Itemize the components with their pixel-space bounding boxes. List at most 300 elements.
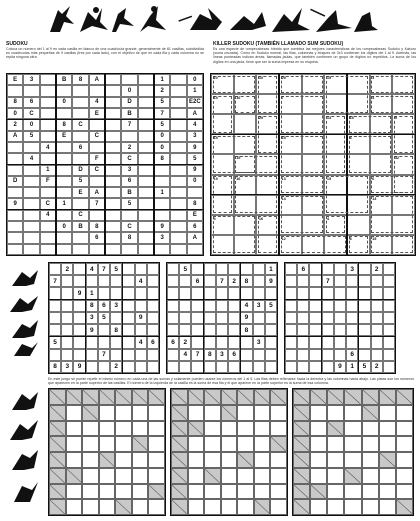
grid-cell[interactable]: 7	[191, 349, 203, 361]
grid-cell[interactable]	[334, 287, 346, 299]
grid-cell[interactable]	[73, 263, 85, 275]
kakuro-entry-cell[interactable]	[82, 484, 99, 500]
grid-cell[interactable]: 1	[86, 287, 98, 299]
grid-cell[interactable]	[110, 312, 122, 324]
grid-cell[interactable]: 5	[358, 361, 370, 373]
grid-cell[interactable]	[167, 312, 179, 324]
grid-cell[interactable]	[86, 275, 98, 287]
grid-cell[interactable]: F	[40, 176, 56, 187]
grid-cell[interactable]	[138, 165, 154, 176]
grid-cell[interactable]	[240, 263, 252, 275]
grid-cell[interactable]	[61, 336, 73, 348]
grid-cell[interactable]	[135, 263, 147, 275]
grid-cell[interactable]: 3	[346, 263, 358, 275]
grid-cell[interactable]	[309, 336, 321, 348]
grid-cell[interactable]	[7, 142, 23, 153]
kakuro-entry-cell[interactable]	[310, 468, 327, 484]
grid-cell[interactable]	[105, 221, 121, 232]
kakuro-entry-cell[interactable]	[396, 484, 413, 500]
grid-cell[interactable]	[167, 287, 179, 299]
grid-cell[interactable]	[105, 176, 121, 187]
grid-cell[interactable]	[216, 300, 228, 312]
grid-cell[interactable]	[23, 221, 39, 232]
grid-cell[interactable]: 6	[191, 275, 203, 287]
grid-cell[interactable]: 5	[23, 131, 39, 142]
grid-cell[interactable]	[253, 361, 265, 373]
grid-cell[interactable]	[322, 336, 334, 348]
grid-cell[interactable]	[105, 210, 121, 221]
kakuro-entry-cell[interactable]	[344, 436, 361, 452]
grid-cell[interactable]	[297, 349, 309, 361]
grid-cell[interactable]	[204, 336, 216, 348]
grid-cell[interactable]: 7	[49, 275, 61, 287]
kakuro-entry-cell[interactable]	[99, 405, 116, 421]
grid-cell[interactable]: 5	[265, 300, 277, 312]
grid-cell[interactable]	[40, 221, 56, 232]
grid-cell[interactable]	[23, 187, 39, 198]
grid-cell[interactable]: 1	[56, 198, 72, 209]
grid-cell[interactable]	[23, 210, 39, 221]
kakuro-entry-cell[interactable]	[362, 499, 379, 515]
grid-cell[interactable]	[204, 361, 216, 373]
kakuro-entry-cell[interactable]	[115, 421, 132, 437]
grid-cell[interactable]	[346, 336, 358, 348]
kakuro-entry-cell[interactable]	[344, 421, 361, 437]
kakuro-entry-cell[interactable]	[148, 405, 165, 421]
grid-cell[interactable]	[265, 349, 277, 361]
grid-cell[interactable]	[383, 349, 395, 361]
grid-cell[interactable]	[358, 263, 370, 275]
grid-cell[interactable]	[72, 232, 88, 243]
kakuro-entry-cell[interactable]	[66, 405, 83, 421]
grid-cell[interactable]	[383, 324, 395, 336]
grid-cell[interactable]: 5	[187, 153, 203, 164]
grid-cell[interactable]	[138, 142, 154, 153]
grid-cell[interactable]	[138, 85, 154, 96]
grid-cell[interactable]: 8	[7, 97, 23, 108]
grid-cell[interactable]	[7, 244, 23, 255]
grid-cell[interactable]	[89, 119, 105, 130]
grid-cell[interactable]	[170, 210, 186, 221]
grid-cell[interactable]	[334, 275, 346, 287]
grid-cell[interactable]: 1	[40, 165, 56, 176]
grid-cell[interactable]	[147, 312, 159, 324]
grid-cell[interactable]: F	[89, 153, 105, 164]
grid-cell[interactable]	[334, 349, 346, 361]
kakuro-entry-cell[interactable]	[115, 436, 132, 452]
grid-cell[interactable]: 7	[216, 275, 228, 287]
grid-cell[interactable]: A	[187, 108, 203, 119]
grid-cell[interactable]	[89, 244, 105, 255]
grid-cell[interactable]	[346, 312, 358, 324]
grid-cell[interactable]	[253, 324, 265, 336]
grid-cell[interactable]	[135, 300, 147, 312]
grid-cell[interactable]: 4	[240, 300, 252, 312]
grid-cell[interactable]	[240, 287, 252, 299]
kakuro-entry-cell[interactable]	[310, 436, 327, 452]
grid-cell[interactable]	[121, 74, 137, 85]
grid-cell[interactable]: 9	[240, 312, 252, 324]
grid-cell[interactable]	[61, 349, 73, 361]
grid-cell[interactable]	[371, 300, 383, 312]
grid-cell[interactable]	[322, 287, 334, 299]
grid-cell[interactable]: 5	[49, 336, 61, 348]
grid-cell[interactable]: C	[72, 119, 88, 130]
grid-cell[interactable]	[170, 108, 186, 119]
grid-cell[interactable]	[191, 312, 203, 324]
grid-cell[interactable]	[40, 74, 56, 85]
kakuro-entry-cell[interactable]	[99, 499, 116, 515]
grid-cell[interactable]	[170, 97, 186, 108]
grid-cell[interactable]	[147, 275, 159, 287]
grid-cell[interactable]	[7, 221, 23, 232]
kakuro-entry-cell[interactable]	[66, 421, 83, 437]
grid-cell[interactable]	[121, 210, 137, 221]
grid-cell[interactable]: 8	[110, 324, 122, 336]
kakuro-entry-cell[interactable]	[115, 484, 132, 500]
grid-cell[interactable]	[170, 85, 186, 96]
grid-cell[interactable]: 7	[121, 119, 137, 130]
grid-cell[interactable]	[383, 336, 395, 348]
grid-cell[interactable]	[297, 312, 309, 324]
grid-cell[interactable]: 5	[72, 176, 88, 187]
grid-cell[interactable]	[179, 287, 191, 299]
grid-cell[interactable]: 3	[61, 361, 73, 373]
grid-cell[interactable]	[383, 312, 395, 324]
grid-cell[interactable]	[89, 210, 105, 221]
grid-cell[interactable]: 3	[253, 336, 265, 348]
grid-cell[interactable]	[358, 275, 370, 287]
grid-cell[interactable]	[23, 142, 39, 153]
grid-cell[interactable]: C	[40, 198, 56, 209]
grid-cell[interactable]: 6	[346, 349, 358, 361]
kakuro-entry-cell[interactable]	[344, 484, 361, 500]
grid-cell[interactable]: 9	[7, 198, 23, 209]
grid-cell[interactable]	[285, 300, 297, 312]
grid-cell[interactable]	[371, 312, 383, 324]
kakuro-entry-cell[interactable]	[254, 436, 271, 452]
grid-cell[interactable]	[383, 263, 395, 275]
grid-cell[interactable]	[138, 119, 154, 130]
grid-cell[interactable]: 4	[135, 275, 147, 287]
kakuro-entry-cell[interactable]	[396, 452, 413, 468]
grid-cell[interactable]	[167, 275, 179, 287]
grid-cell[interactable]: 7	[89, 198, 105, 209]
grid-cell[interactable]: 8	[72, 74, 88, 85]
grid-cell[interactable]: 0	[56, 221, 72, 232]
grid-cell[interactable]: 8	[86, 300, 98, 312]
grid-cell[interactable]	[72, 244, 88, 255]
grid-cell[interactable]	[40, 131, 56, 142]
grid-cell[interactable]: 6	[187, 221, 203, 232]
grid-cell[interactable]	[285, 349, 297, 361]
grid-cell[interactable]	[179, 275, 191, 287]
grid-cell[interactable]	[49, 300, 61, 312]
kakuro-entry-cell[interactable]	[115, 405, 132, 421]
grid-cell[interactable]	[334, 300, 346, 312]
kakuro-entry-cell[interactable]	[379, 436, 396, 452]
grid-cell[interactable]	[98, 361, 110, 373]
grid-cell[interactable]	[253, 349, 265, 361]
grid-cell[interactable]	[154, 198, 170, 209]
grid-cell[interactable]: A	[7, 131, 23, 142]
grid-cell[interactable]	[170, 176, 186, 187]
grid-cell[interactable]	[170, 153, 186, 164]
kakuro-entry-cell[interactable]	[379, 484, 396, 500]
grid-cell[interactable]	[346, 287, 358, 299]
kakuro-entry-cell[interactable]	[132, 452, 149, 468]
grid-cell[interactable]	[138, 176, 154, 187]
grid-cell[interactable]: 8	[56, 119, 72, 130]
grid-cell[interactable]	[49, 312, 61, 324]
grid-cell[interactable]: 2	[110, 361, 122, 373]
grid-cell[interactable]	[154, 210, 170, 221]
grid-cell[interactable]: 8	[121, 232, 137, 243]
grid-cell[interactable]	[170, 221, 186, 232]
grid-cell[interactable]: 9	[73, 287, 85, 299]
grid-cell[interactable]: 2	[7, 119, 23, 130]
grid-cell[interactable]: 2	[121, 142, 137, 153]
grid-cell[interactable]: 8	[240, 275, 252, 287]
grid-cell[interactable]	[89, 176, 105, 187]
grid-cell[interactable]: B	[56, 74, 72, 85]
kakuro-entry-cell[interactable]	[204, 405, 221, 421]
grid-cell[interactable]: 4	[40, 210, 56, 221]
kakuro-entry-cell[interactable]	[270, 405, 287, 421]
kakuro-entry-cell[interactable]	[82, 421, 99, 437]
grid-cell[interactable]: D	[7, 176, 23, 187]
grid-cell[interactable]	[135, 361, 147, 373]
grid-cell[interactable]	[105, 153, 121, 164]
grid-cell[interactable]	[371, 287, 383, 299]
kakuro-entry-cell[interactable]	[66, 436, 83, 452]
grid-cell[interactable]	[265, 336, 277, 348]
grid-cell[interactable]	[105, 232, 121, 243]
grid-cell[interactable]	[170, 119, 186, 130]
kakuro-entry-cell[interactable]	[344, 405, 361, 421]
grid-cell[interactable]	[23, 165, 39, 176]
grid-cell[interactable]: 1	[265, 263, 277, 275]
kakuro-entry-cell[interactable]	[327, 436, 344, 452]
grid-cell[interactable]	[187, 187, 203, 198]
grid-cell[interactable]	[40, 97, 56, 108]
kakuro-entry-cell[interactable]	[66, 452, 83, 468]
grid-cell[interactable]: 1	[187, 85, 203, 96]
grid-cell[interactable]	[285, 324, 297, 336]
kakuro-entry-cell[interactable]	[221, 452, 238, 468]
kakuro-entry-cell[interactable]	[254, 405, 271, 421]
kakuro-entry-cell[interactable]	[310, 405, 327, 421]
grid-cell[interactable]	[56, 85, 72, 96]
grid-cell[interactable]	[7, 210, 23, 221]
grid-cell[interactable]: B	[121, 108, 137, 119]
grid-cell[interactable]	[285, 361, 297, 373]
grid-cell[interactable]	[216, 287, 228, 299]
grid-cell[interactable]: 0	[187, 176, 203, 187]
grid-cell[interactable]: 5	[110, 263, 122, 275]
grid-cell[interactable]	[191, 336, 203, 348]
grid-cell[interactable]	[309, 287, 321, 299]
grid-cell[interactable]: 1	[154, 74, 170, 85]
grid-cell[interactable]	[383, 275, 395, 287]
grid-cell[interactable]	[347, 215, 370, 235]
grid-cell[interactable]	[170, 165, 186, 176]
grid-cell[interactable]: 9	[187, 142, 203, 153]
grid-cell[interactable]	[98, 287, 110, 299]
kakuro-entry-cell[interactable]	[99, 421, 116, 437]
grid-cell[interactable]: 4	[179, 349, 191, 361]
grid-cell[interactable]: C	[23, 108, 39, 119]
grid-cell[interactable]	[135, 324, 147, 336]
grid-cell[interactable]: 3	[216, 349, 228, 361]
kakuro-entry-cell[interactable]	[327, 405, 344, 421]
grid-cell[interactable]	[23, 85, 39, 96]
grid-cell[interactable]	[309, 275, 321, 287]
grid-cell[interactable]: 8	[187, 198, 203, 209]
grid-cell[interactable]	[147, 349, 159, 361]
kakuro-entry-cell[interactable]	[82, 499, 99, 515]
grid-cell[interactable]: 9	[135, 312, 147, 324]
grid-cell[interactable]	[61, 300, 73, 312]
grid-cell[interactable]	[56, 232, 72, 243]
kakuro-entry-cell[interactable]	[270, 421, 287, 437]
grid-cell[interactable]: 1	[154, 187, 170, 198]
grid-cell[interactable]	[72, 108, 88, 119]
grid-cell[interactable]	[73, 312, 85, 324]
kakuro-entry-cell[interactable]	[396, 405, 413, 421]
grid-cell[interactable]	[138, 210, 154, 221]
grid-cell[interactable]	[73, 324, 85, 336]
grid-cell[interactable]	[105, 244, 121, 255]
grid-cell[interactable]	[285, 263, 297, 275]
grid-cell[interactable]	[191, 361, 203, 373]
kakuro-entry-cell[interactable]	[310, 421, 327, 437]
grid-cell[interactable]	[122, 287, 134, 299]
grid-cell[interactable]	[105, 119, 121, 130]
kakuro-entry-cell[interactable]	[237, 436, 254, 452]
grid-cell[interactable]	[138, 232, 154, 243]
kakuro-entry-cell[interactable]	[188, 452, 205, 468]
grid-cell[interactable]	[371, 349, 383, 361]
grid-cell[interactable]	[309, 349, 321, 361]
kakuro-entry-cell[interactable]	[132, 405, 149, 421]
grid-cell[interactable]	[371, 324, 383, 336]
grid-cell[interactable]: 6	[23, 97, 39, 108]
kakuro-entry-cell[interactable]	[237, 421, 254, 437]
grid-cell[interactable]: C	[89, 165, 105, 176]
grid-cell[interactable]	[322, 263, 334, 275]
grid-cell[interactable]	[105, 198, 121, 209]
grid-cell[interactable]	[297, 336, 309, 348]
grid-cell[interactable]: C	[121, 221, 137, 232]
grid-cell[interactable]: 6	[89, 232, 105, 243]
grid-cell[interactable]: 0	[56, 97, 72, 108]
grid-cell[interactable]: 3	[187, 131, 203, 142]
grid-cell[interactable]	[49, 349, 61, 361]
grid-cell[interactable]	[121, 131, 137, 142]
kakuro-entry-cell[interactable]	[221, 484, 238, 500]
grid-cell[interactable]: C	[89, 131, 105, 142]
grid-cell[interactable]	[40, 187, 56, 198]
grid-cell[interactable]	[383, 361, 395, 373]
grid-cell[interactable]	[61, 287, 73, 299]
grid-cell[interactable]: 7	[154, 108, 170, 119]
kakuro-entry-cell[interactable]	[221, 499, 238, 515]
kakuro-entry-cell[interactable]	[310, 499, 327, 515]
grid-cell[interactable]: 4	[86, 263, 98, 275]
kakuro-entry-cell[interactable]	[148, 436, 165, 452]
kakuro-entry-cell[interactable]	[132, 468, 149, 484]
grid-cell[interactable]: 2	[228, 275, 240, 287]
grid-cell[interactable]	[358, 324, 370, 336]
grid-cell[interactable]: 2	[371, 361, 383, 373]
kakuro-entry-cell[interactable]	[132, 499, 149, 515]
grid-cell[interactable]	[122, 361, 134, 373]
grid-cell[interactable]	[105, 97, 121, 108]
kakuro-entry-cell[interactable]	[115, 468, 132, 484]
kakuro-entry-cell[interactable]	[396, 436, 413, 452]
grid-cell[interactable]: B	[121, 187, 137, 198]
kakuro-entry-cell[interactable]	[310, 452, 327, 468]
grid-cell[interactable]	[228, 361, 240, 373]
grid-cell[interactable]: 9	[334, 361, 346, 373]
grid-cell[interactable]: 4	[89, 97, 105, 108]
grid-cell[interactable]	[73, 300, 85, 312]
grid-cell[interactable]: 5	[154, 119, 170, 130]
grid-cell[interactable]	[122, 336, 134, 348]
grid-cell[interactable]	[105, 74, 121, 85]
grid-cell[interactable]	[187, 244, 203, 255]
kakuro-entry-cell[interactable]	[132, 484, 149, 500]
grid-cell[interactable]	[358, 336, 370, 348]
kakuro-entry-cell[interactable]	[204, 436, 221, 452]
grid-cell[interactable]: 4	[135, 336, 147, 348]
kakuro-entry-cell[interactable]	[362, 484, 379, 500]
kakuro-entry-cell[interactable]	[99, 468, 116, 484]
kakuro-entry-cell[interactable]	[344, 452, 361, 468]
grid-cell[interactable]	[179, 312, 191, 324]
grid-cell[interactable]: E	[187, 210, 203, 221]
grid-cell[interactable]	[147, 300, 159, 312]
kakuro-entry-cell[interactable]	[396, 421, 413, 437]
grid-cell[interactable]	[154, 244, 170, 255]
grid-cell[interactable]	[86, 361, 98, 373]
grid-cell[interactable]	[86, 349, 98, 361]
grid-cell[interactable]	[72, 85, 88, 96]
grid-cell[interactable]: 9	[73, 361, 85, 373]
grid-cell[interactable]	[204, 300, 216, 312]
kakuro-entry-cell[interactable]	[362, 436, 379, 452]
kakuro-entry-cell[interactable]	[66, 484, 83, 500]
grid-cell[interactable]	[309, 361, 321, 373]
grid-cell[interactable]	[23, 198, 39, 209]
grid-cell[interactable]: 3	[23, 74, 39, 85]
grid-cell[interactable]: 6	[297, 263, 309, 275]
grid-cell[interactable]	[110, 275, 122, 287]
grid-cell[interactable]	[179, 324, 191, 336]
grid-cell[interactable]	[147, 361, 159, 373]
grid-cell[interactable]	[40, 153, 56, 164]
grid-cell[interactable]	[334, 263, 346, 275]
grid-cell[interactable]	[334, 324, 346, 336]
grid-cell[interactable]: 0	[187, 74, 203, 85]
kakuro-entry-cell[interactable]	[188, 405, 205, 421]
grid-cell[interactable]	[138, 153, 154, 164]
grid-cell[interactable]	[253, 275, 265, 287]
grid-cell[interactable]	[191, 287, 203, 299]
grid-cell[interactable]: E	[72, 187, 88, 198]
grid-cell[interactable]	[147, 263, 159, 275]
